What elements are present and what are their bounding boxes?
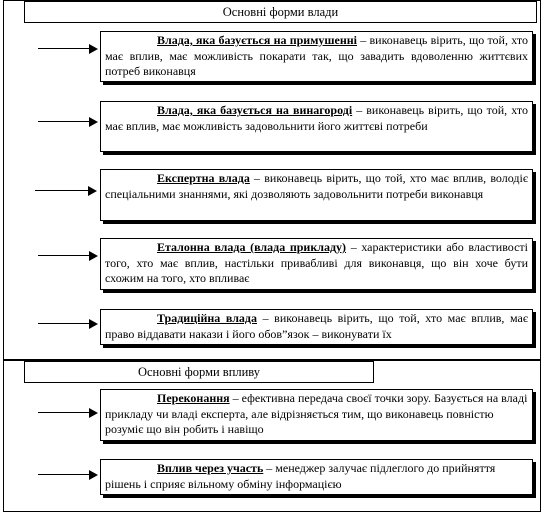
influence-form-participation	[100, 459, 533, 495]
power-form-traditional	[100, 309, 533, 345]
power-form-title: Еталонна влада (влада прикладу)	[157, 240, 347, 254]
influence-forms-header: Основні форми впливу	[24, 361, 374, 383]
power-form-text: – виконавець вірить, що той, хто має вплив, має право віддавати накази і його обов”язок – виконувати їх	[105, 311, 529, 341]
power-form-referent	[100, 238, 533, 290]
power-form-text: – характеристики або властивості того, хто має вплив, настільки привабливі для виконавця, що він хоче бути схожим на того, хто впливає	[105, 240, 529, 285]
arrow-icon	[38, 117, 98, 127]
power-form-title: Влада, яка базується на винагороді	[157, 103, 353, 117]
arrow-icon	[38, 251, 98, 261]
power-form-title: Експертна влада	[157, 171, 250, 185]
influence-form-title: Переконання	[157, 391, 230, 405]
power-form-title: Традиційна влада	[157, 311, 257, 325]
arrow-icon	[38, 44, 98, 54]
influence-form-persuasion	[100, 389, 533, 441]
power-form-coercive	[100, 31, 533, 82]
arrow-icon	[38, 319, 98, 329]
arrow-icon	[35, 186, 97, 196]
power-form-text: – виконавець вірить, що той, хто має вплив, має можливість покарати так, що завадить вдоволенню життєвих потреб виконавця	[105, 33, 528, 78]
influence-form-text: – ефективна передача своєї точки зору. Базується на владі прикладу чи владі експерта, але відрізняється тим, що виконавець повністю розуміє що він робить і навіщо	[105, 391, 528, 436]
power-form-text: – виконавець вірить, що той, хто має вплив, володіє спеціальними знаннями, які дозволяють задовольнити потреби виконавця	[105, 171, 529, 201]
power-form-expert	[100, 169, 533, 221]
arrow-icon	[38, 408, 98, 418]
influence-form-text: – менеджер залучає підлеглого до прийняття рішень і сприяє вільному обміну інформацією	[105, 461, 496, 491]
power-form-title: Влада, яка базується на примушенні	[157, 33, 358, 47]
power-form-reward	[100, 101, 533, 152]
power-form-text: – виконавець вірить, що той, хто має вплив, має можливість задовольнити його життєві потреби	[105, 103, 529, 133]
influence-form-title: Вплив через участь	[157, 461, 264, 475]
arrow-icon	[38, 470, 98, 480]
power-forms-header: Основні форми влади	[24, 1, 537, 23]
